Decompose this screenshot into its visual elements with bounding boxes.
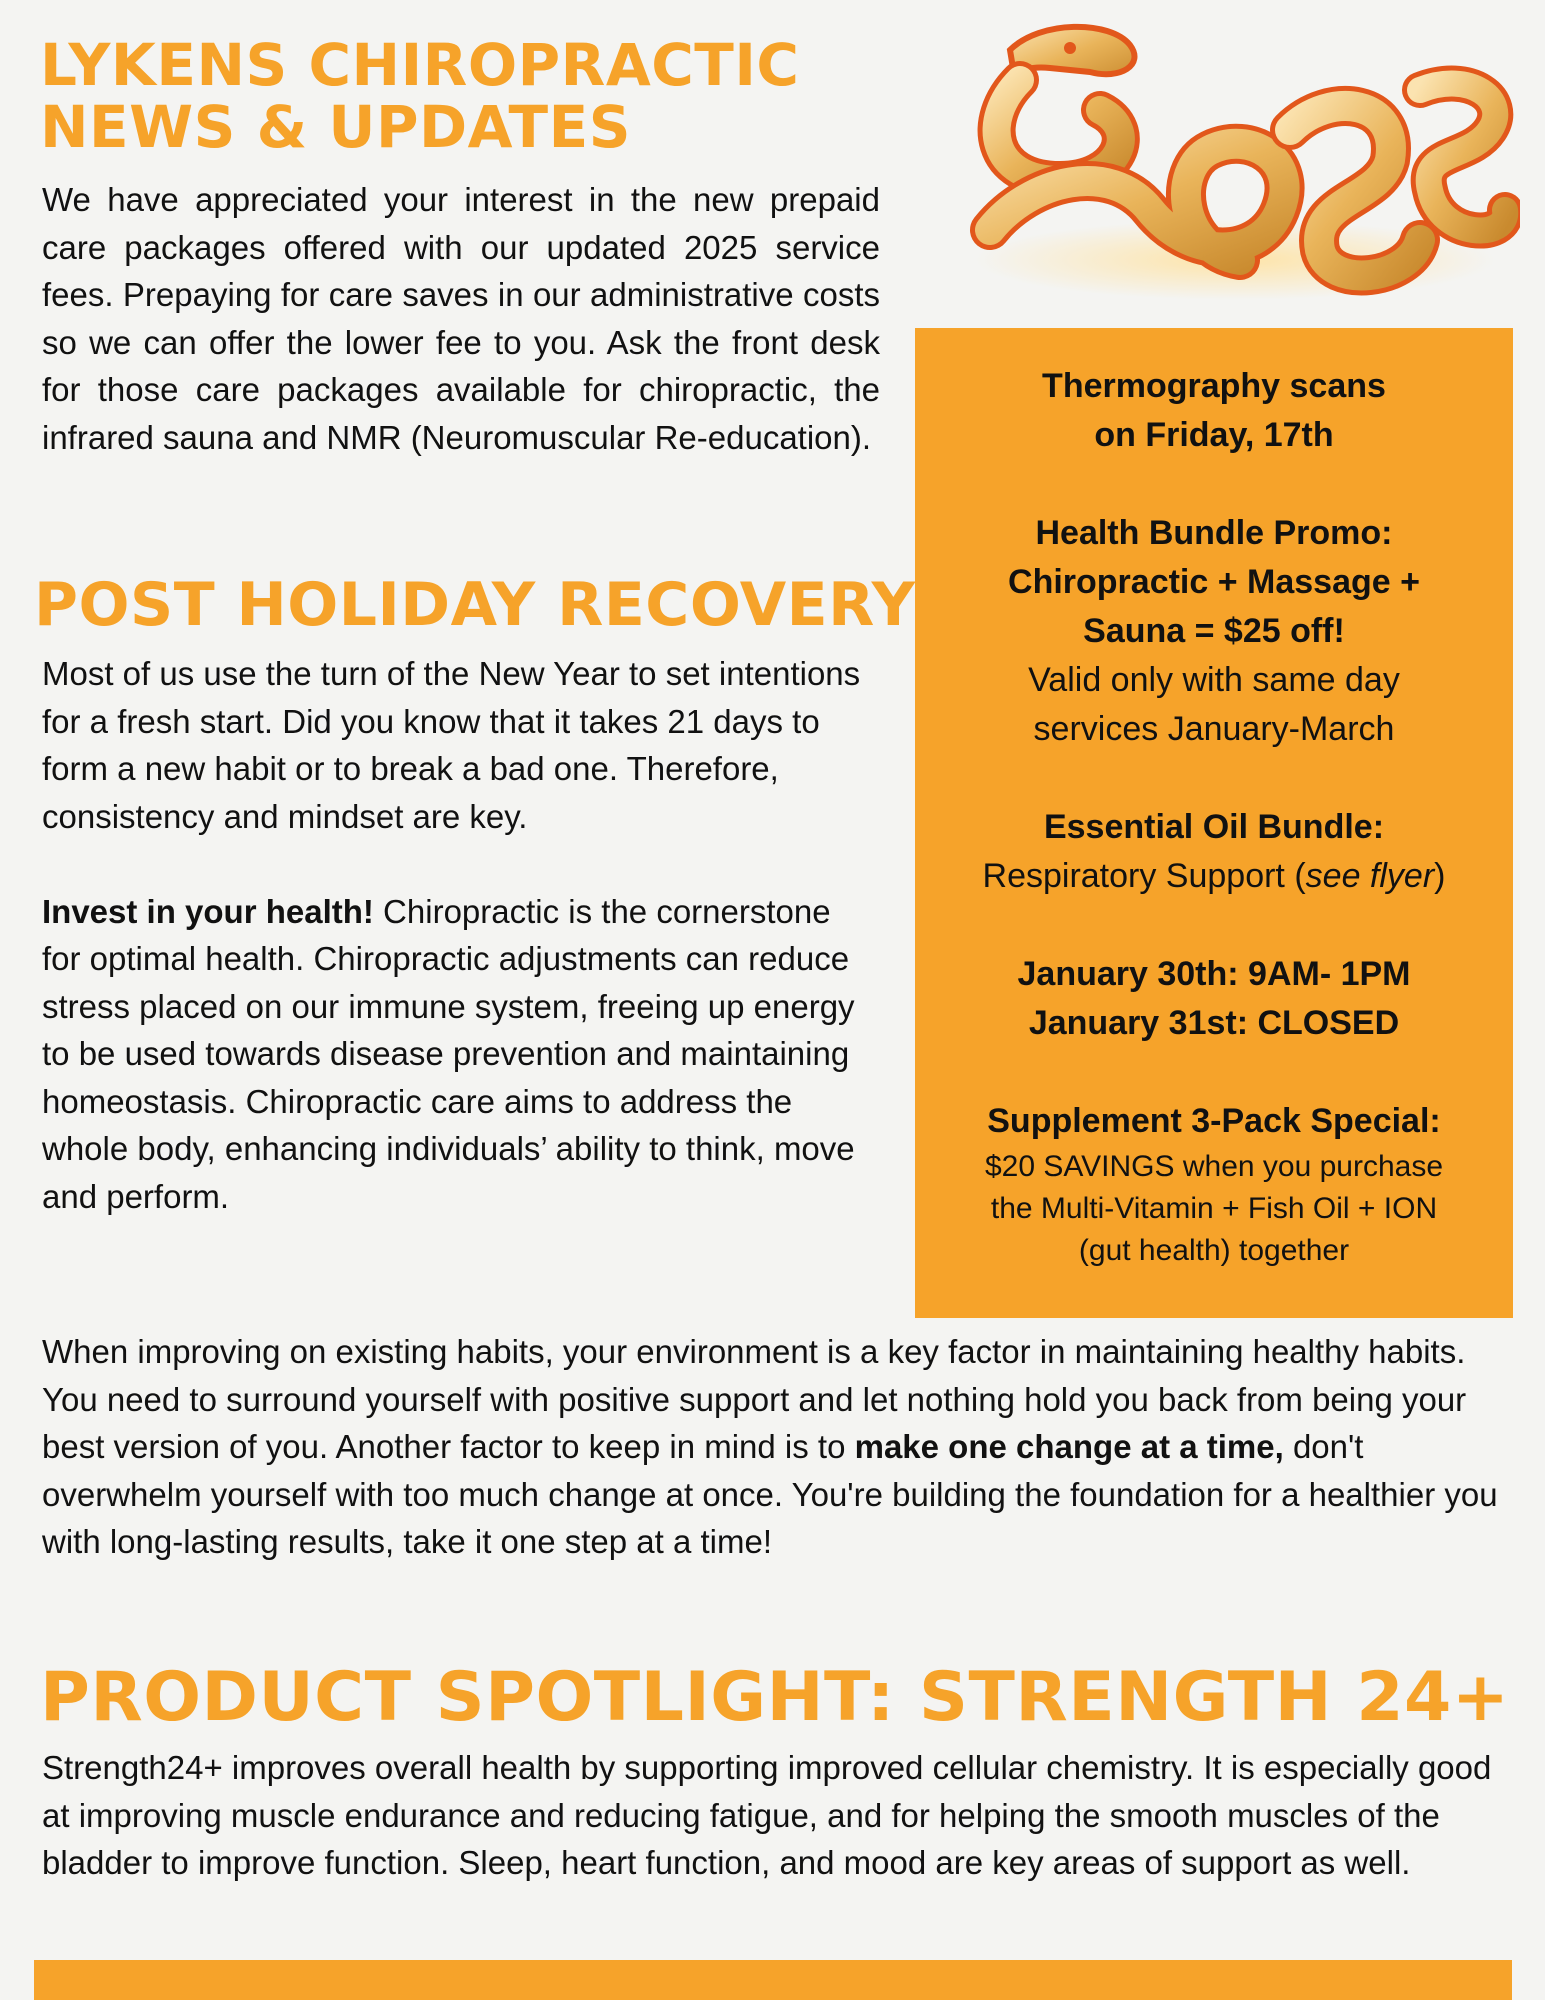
title-line-1: LYKENS CHIROPRACTIC: [40, 31, 800, 99]
title-line-2: NEWS & UPDATES: [40, 93, 631, 161]
product-paragraph: Strength24+ improves overall health by supporting improved cellular chemistry. It is especially good at improving muscle endurance and reducing fatigue, and for helping the smooth muscles of the bladder to improve function. Sleep, heart function, and mood are key areas of support as well.: [42, 1749, 1492, 1881]
invest-bold: Invest in your health!: [42, 892, 374, 930]
bundle-valid-1: Valid only with same day: [1028, 661, 1400, 699]
hours-line-2: January 31st: CLOSED: [1028, 1004, 1400, 1042]
snake-2025-artwork: [950, 10, 1520, 330]
thermo-line-2: on Friday, 17th: [1094, 416, 1334, 454]
invest-paragraph: [42, 888, 862, 1221]
supp-line-3: (gut health) together: [1078, 1234, 1350, 1267]
environment-paragraph: [42, 1328, 1512, 1566]
env-text-post: don't overwhelm yourself with too much change at once. You're building the foundation for a healthier you with long-lasting results, take it one step at a time!: [42, 1428, 1498, 1560]
bundle-line-3: Sauna = $25 off!: [1083, 612, 1345, 650]
holiday-section: [42, 650, 902, 1220]
thermo-line-1: Thermography scans: [1042, 367, 1386, 405]
oil-text-em: see flyer: [1305, 857, 1435, 895]
holiday-heading: POST HOLIDAY RECOVERY: [34, 570, 916, 640]
product-heading: PRODUCT SPOTLIGHT: STRENGTH 24+: [40, 1658, 1510, 1737]
oil-text-post: ): [1434, 857, 1446, 895]
env-text-bold: make one change at a time,: [854, 1428, 1284, 1465]
env-text-pre: When improving on existing habits, your environment is a key factor in maintaining healthy habits. You need to surround yourself with positive support and let nothing hold you back from being your best version of you. Another factor to keep in mind is to: [42, 1333, 1467, 1465]
invest-text: Chiropractic is the cornerstone for optimal health. Chiropractic adjustments can reduce stress placed on our immune system, freeing up energy to be used towards disease prevention and maintaining homeostasis. Chiropractic care aims to address the whole body, enhancing individuals’ ability to think, move and perform.: [42, 892, 855, 1215]
oil-text-pre: Respiratory Support (: [982, 857, 1306, 895]
bundle-line-2: Chiropractic + Massage +: [1008, 563, 1420, 601]
oil-title: Essential Oil Bundle:: [1043, 808, 1385, 846]
bottom-accent-bar: [34, 1960, 1512, 2000]
supp-line-2: the Multi-Vitamin + Fish Oil + ION: [990, 1192, 1438, 1225]
supp-line-1: $20 SAVINGS when you purchase: [984, 1150, 1444, 1183]
supp-title: Supplement 3-Pack Special:: [987, 1102, 1441, 1140]
holiday-paragraph-1: Most of us use the turn of the New Year to set intentions for a fresh start. Did you know that it takes 21 days to form a new habit or to break a bad one. Therefore, consistency and mindset are key.: [42, 655, 861, 835]
bundle-line-1: Health Bundle Promo:: [1035, 514, 1393, 552]
promo-box: [915, 328, 1513, 1318]
oil-text: [915, 852, 1513, 901]
intro-paragraph: We have appreciated your interest in the new prepaid care packages offered with our updated 2025 service fees. Prepaying for care saves in our administrative costs so we can offer the lower fee to you. Ask the front desk for those care packages available for chiropractic, the infrared sauna and NMR (Neuromuscular Re-education).: [42, 181, 880, 456]
hours-line-1: January 30th: 9AM- 1PM: [1017, 955, 1411, 993]
newsletter-title: [40, 31, 800, 161]
bundle-valid-2: services January-March: [1033, 710, 1395, 748]
